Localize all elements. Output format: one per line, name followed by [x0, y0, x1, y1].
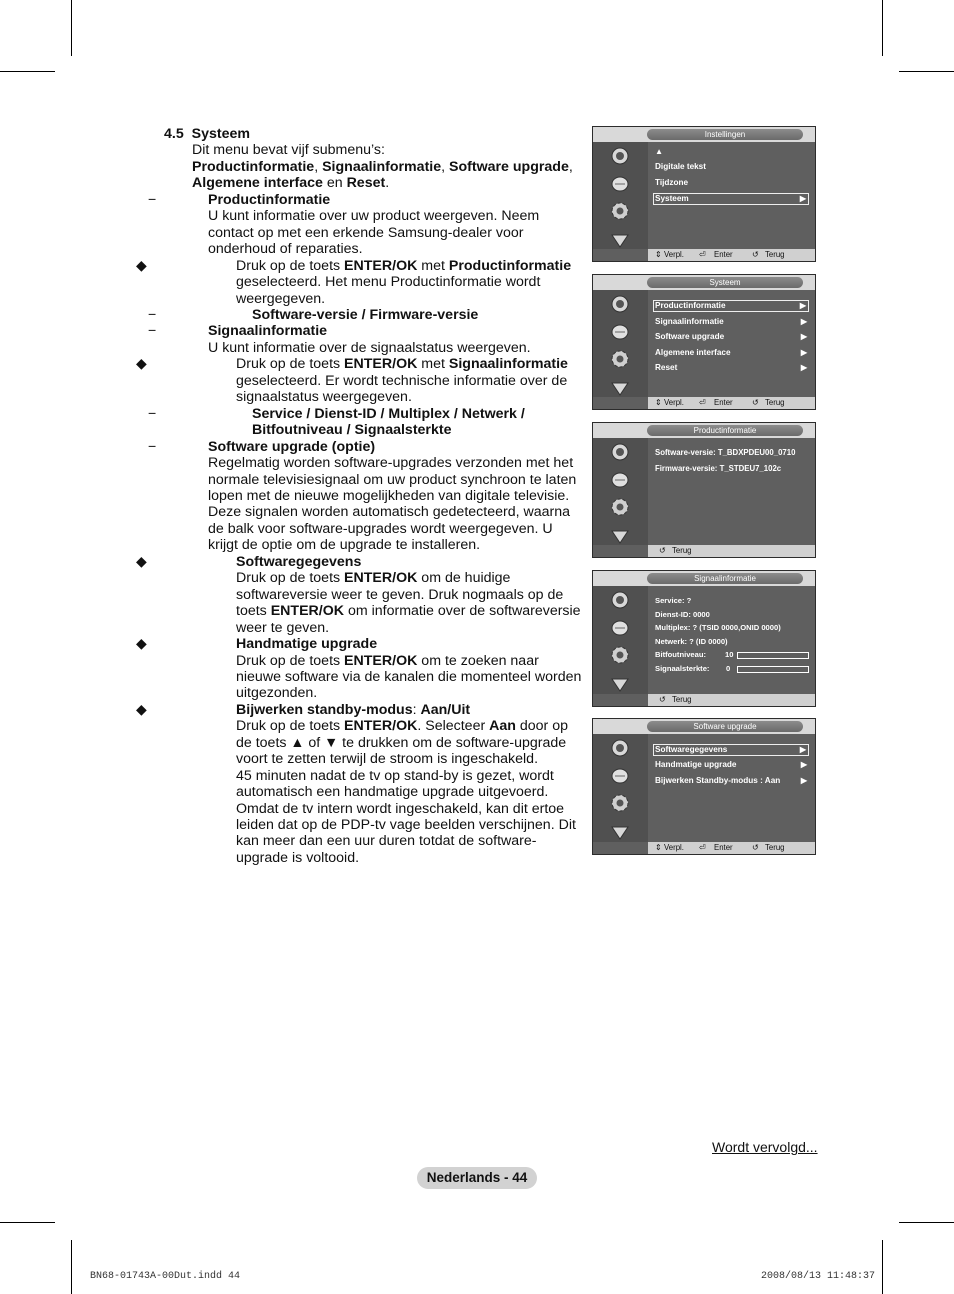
- body-text: [136, 126, 586, 866]
- osd-sidebar: [593, 290, 648, 397]
- osd-header: [593, 571, 815, 586]
- back-icon: ↺: [659, 546, 666, 555]
- osd-header: [593, 127, 815, 142]
- picture-icon: [609, 146, 631, 166]
- osd-info-line: Software-versie: T_BDXPDEU00_0710: [655, 448, 796, 457]
- move-icon: ⇕: [655, 250, 662, 259]
- osd-title: Systeem: [647, 277, 803, 288]
- osd-footer: ⇕ Verpl. ⏎ Enter ↺ Terug: [648, 249, 815, 261]
- picture-icon: [609, 738, 631, 758]
- osd-item-selected[interactable]: Systeem ▶: [653, 193, 809, 205]
- picture-icon: [609, 590, 631, 610]
- osd-systeem: [592, 274, 816, 410]
- osd-item[interactable]: Signaalinformatie ▶: [655, 317, 807, 326]
- osd-info-line: Multiplex: ? (TSID 0000,ONID 0000): [655, 623, 781, 632]
- gear-icon: [609, 497, 631, 517]
- crop-mark: [71, 0, 72, 56]
- osd-sidebar: [593, 586, 648, 694]
- osd-header: [593, 719, 815, 734]
- osd-item-selected[interactable]: Productinformatie ▶: [653, 300, 809, 312]
- software-bullet-gegevens: ◆ Softwaregegevens Druk op de toets ENTER/OK om de huidige softwareversie weer te geven. Druk nogmaals op de toets ENTER/OK om informatie over de softwareversie weer te geven.: [136, 553, 581, 636]
- osd-item[interactable]: Bijwerken Standby-modus : Aan ▶: [655, 776, 807, 785]
- productinfo-desc: U kunt informatie over uw product weergeven. Neem contact op met een erkende Samsung-dealer voor onderhoud of reparaties.: [208, 208, 540, 258]
- section-heading: 4.5 Systeem: [164, 126, 250, 142]
- gear-icon: [609, 201, 631, 221]
- sound-icon: [609, 618, 631, 638]
- gear-icon: [609, 645, 631, 665]
- software-bullet-handmatig: ◆ Handmatige upgrade Druk op de toets ENTER/OK om te zoeken naar nieuwe software via de kanalen die momenteel worden uitgezonden.: [136, 636, 582, 702]
- back-icon: ↺: [752, 398, 759, 407]
- osd-sidebar: [593, 142, 648, 249]
- signaalinfo-heading: − Signaalinformatie: [148, 323, 328, 340]
- osd-footer: ↺ Terug: [648, 694, 815, 706]
- crop-mark: [0, 1222, 55, 1223]
- osd-info-line: Service: ?: [655, 596, 692, 605]
- input-icon: [609, 673, 631, 693]
- productinfo-bullet: ◆ Druk op de toets ENTER/OK met Productinformatie geselecteerd. Het menu Productinformatie wordt weergegeven.: [136, 257, 572, 307]
- osd-arrow-up[interactable]: ▲: [655, 147, 664, 156]
- signal-strength-bar: [737, 666, 809, 673]
- osd-item-selected[interactable]: Softwaregegevens ▶: [653, 744, 809, 756]
- crop-mark: [899, 71, 954, 72]
- osd-info-line: Firmware-versie: T_STDEU7_102c: [655, 464, 782, 473]
- osd-footer: ⇕ Verpl. ⏎ Enter ↺ Terug: [648, 397, 815, 409]
- gear-icon: [609, 349, 631, 369]
- enter-icon: ⏎: [699, 843, 706, 852]
- sound-icon: [609, 174, 631, 194]
- crop-mark: [71, 1240, 72, 1294]
- osd-title: Instellingen: [647, 129, 803, 140]
- osd-item[interactable]: Tijdzone: [655, 178, 689, 187]
- osd-title: Signaalinformatie: [647, 573, 803, 584]
- osd-footer: ⇕ Verpl. ⏎ Enter ↺ Terug: [648, 842, 815, 854]
- sound-icon: [609, 470, 631, 490]
- osd-title: Software upgrade: [647, 721, 803, 732]
- osd-signaalinformatie: [592, 570, 816, 707]
- software-standby-note: 45 minuten nadat de tv op stand-by is gezet, wordt automatisch een handmatige upgrade uitgevoerd. Omdat de tv intern wordt ingeschakeld, kan dit ertoe leiden dat op de PDP-tv vage beelden verschijnen. Dit kan meer dan een uur duren totdat de software-upgrade is voltooid.: [236, 767, 576, 866]
- osd-bit-row: Bitfoutniveau: 10: [655, 650, 734, 659]
- input-icon: [609, 525, 631, 545]
- osd-header: [593, 423, 815, 438]
- picture-icon: [609, 294, 631, 314]
- continued-link[interactable]: Wordt vervolgd...: [712, 1139, 818, 1155]
- productinfo-heading: − Productinformatie: [148, 191, 331, 208]
- signaalinfo-desc: U kunt informatie over de signaalstatus weergeven.: [208, 339, 531, 356]
- back-icon: ↺: [752, 250, 759, 259]
- signaalinfo-sub: − Service / Dienst-ID / Multiplex / Netwerk / Bitfoutniveau / Signaalsterkte: [148, 405, 525, 439]
- print-slug-left: BN68-01743A-00Dut.indd 44: [90, 1271, 241, 1282]
- sound-icon: [609, 766, 631, 786]
- submenu-list: Productinformatie, Signaalinformatie, Software upgrade, Algemene interface en Reset.: [192, 158, 573, 192]
- osd-item[interactable]: Reset ▶: [655, 363, 807, 372]
- osd-sidebar: [593, 734, 648, 842]
- osd-item[interactable]: Handmatige upgrade ▶: [655, 760, 807, 769]
- osd-title: Productinformatie: [647, 425, 803, 436]
- enter-icon: ⏎: [699, 398, 706, 407]
- osd-info-line: Dienst-ID: 0000: [655, 610, 710, 619]
- osd-instellingen: [592, 126, 816, 262]
- enter-icon: ⏎: [699, 250, 706, 259]
- osd-productinformatie: [592, 422, 816, 558]
- osd-item[interactable]: Algemene interface ▶: [655, 348, 807, 357]
- move-icon: ⇕: [655, 843, 662, 852]
- input-icon: [609, 821, 631, 841]
- osd-sig-row: Signaalsterkte: 0: [655, 664, 731, 673]
- software-bullet-standby: ◆ Bijwerken standby-modus: Aan/Uit Druk op de toets ENTER/OK. Selecteer Aan door op de toets ▲ of ▼ te drukken om de software-upgrade voort te zetten terwijl de stroom is ingeschakeld.: [136, 701, 568, 768]
- gear-icon: [609, 793, 631, 813]
- software-desc: Regelmatig worden software-upgrades verzonden met het normale televisiesignaal om uw product synchroon te laten lopen met de nieuwe mogelijkheden van digitale televisie. Deze signalen worden automatisch gedetecteerd, waarna de balk voor software-upgrades wordt weergegeven. U krijgt de optie om de upgrade te installeren.: [208, 455, 577, 554]
- crop-mark: [899, 1222, 954, 1223]
- back-icon: ↺: [659, 695, 666, 704]
- crop-mark: [882, 0, 883, 56]
- crop-mark: [882, 1240, 883, 1294]
- software-heading: − Software upgrade (optie): [148, 438, 376, 455]
- input-icon: [609, 229, 631, 249]
- osd-item[interactable]: Software upgrade ▶: [655, 332, 807, 341]
- osd-header: [593, 275, 815, 290]
- osd-info-line: Netwerk: ? (ID 0000): [655, 637, 728, 646]
- section-intro: Dit menu bevat vijf submenu’s:: [192, 142, 385, 159]
- input-icon: [609, 377, 631, 397]
- osd-sidebar: [593, 438, 648, 545]
- osd-software-upgrade: [592, 718, 816, 855]
- back-icon: ↺: [752, 843, 759, 852]
- picture-icon: [609, 442, 631, 462]
- crop-mark: [0, 71, 55, 72]
- osd-footer: ↺ Terug: [648, 545, 815, 557]
- osd-item[interactable]: Digitale tekst: [655, 162, 706, 171]
- signaalinfo-bullet: ◆ Druk op de toets ENTER/OK met Signaalinformatie geselecteerd. Er wordt technische informatie over de signaalstatus weergegeven.: [136, 356, 568, 406]
- print-slug-right: 2008/08/13 11:48:37: [761, 1271, 876, 1282]
- productinfo-sub: − Software-versie / Firmware-versie: [148, 306, 479, 323]
- move-icon: ⇕: [655, 398, 662, 407]
- sound-icon: [609, 322, 631, 342]
- bit-error-bar: [737, 652, 809, 659]
- page-number: Nederlands - 44: [417, 1167, 537, 1189]
